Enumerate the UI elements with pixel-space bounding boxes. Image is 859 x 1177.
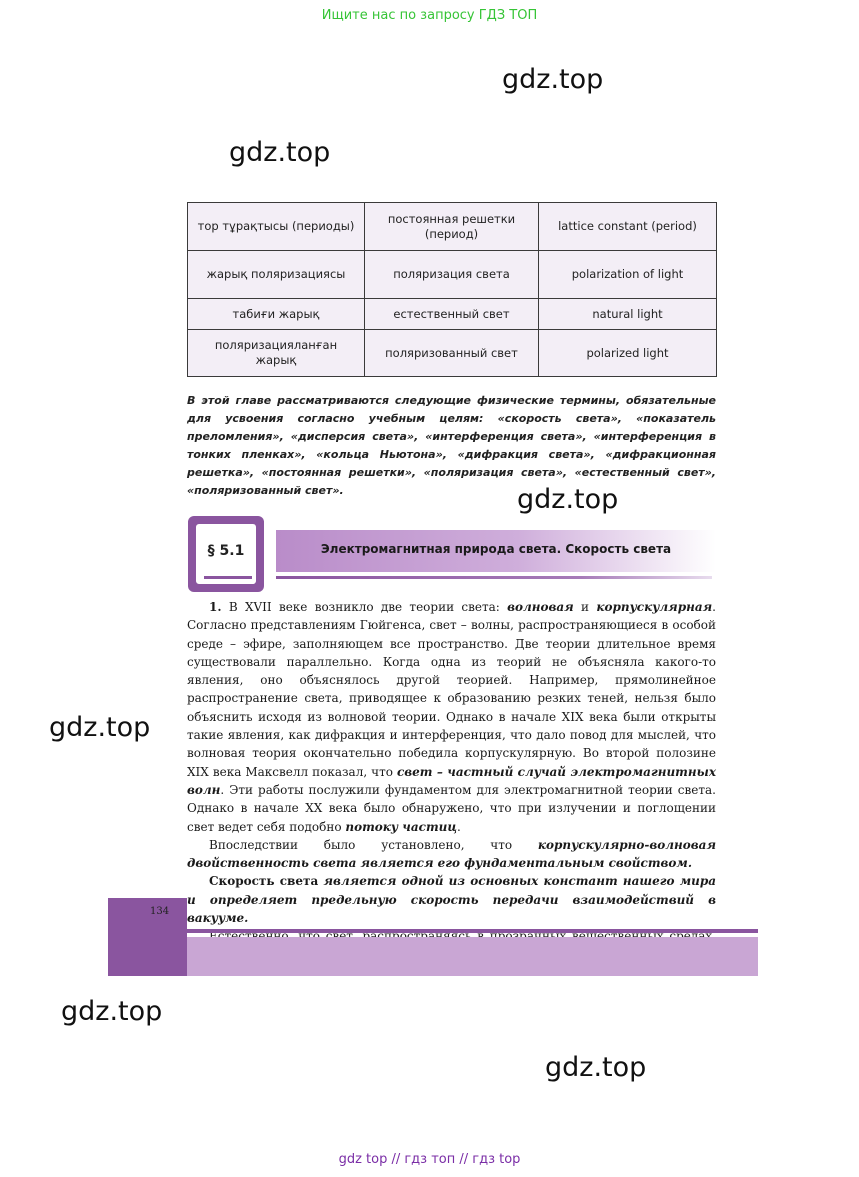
bottom-links[interactable]: gdz top // гдз топ // гдз top [338, 1152, 521, 1167]
text-run: и [573, 600, 597, 614]
watermark: gdz.top [49, 712, 151, 743]
term-corpuscular: корпускулярная [596, 600, 713, 614]
term-kazakh: табиғи жарық [188, 299, 365, 330]
table-row [188, 251, 717, 299]
emphasis: потоку частиц [345, 819, 458, 834]
footer-line [187, 929, 758, 933]
table-row [188, 203, 717, 251]
paragraph [187, 836, 716, 873]
terms-table [187, 202, 717, 377]
term-english: polarization of light [539, 251, 717, 299]
text-run: . Согласно представлениям Гюйгенса, свет – волны, распространяющиеся в особой среде – эфире, заполняющем все пространство. Две теории длительное время существовали параллельно. Когда одна из теорий не объясняла какого-то явления, оно объяснялось другой теорией. Например, прямолинейное распространение света, приводящее к образованию резких теней, нельзя было объяснить исходя из волновой теории. Однако в начале XIX века были открыты такие явления, как дифракция и интерференция, что дало повод для мыслей, что волновая теория окончательно победила корпускулярную. Во второй полозине XIX века Максвелл показал, что [187, 600, 716, 779]
term-wave: волновая [507, 600, 574, 614]
table-row [188, 299, 717, 330]
text-run: . [457, 819, 461, 834]
watermark: gdz.top [517, 484, 619, 515]
watermark: gdz.top [545, 1052, 647, 1083]
watermark: gdz.top [61, 996, 163, 1027]
section-badge-underline [204, 576, 252, 579]
term-english: lattice constant (period) [539, 203, 717, 251]
term-kazakh: тор тұрақтысы (периоды) [188, 203, 365, 251]
table-row [188, 330, 717, 377]
chapter-intro: В этой главе рассматриваются следующие физические термины, обязательные для усвоения согласно учебным целям: «скорость света», «показатель преломления», «дисперсия света», «интерференция света», «интерференция в тонких пленках», «кольца Ньютона», «дифракция света», «дифракционная решетка», «постоянная решетки», «поляризация света», «естественный свет», «поляризованный свет». [187, 394, 716, 497]
watermark: gdz.top [502, 64, 604, 95]
term-russian: естественный свет [365, 299, 539, 330]
term-russian: поляризованный свет [365, 330, 539, 377]
section-title: Электромагнитная природа света. Скорость света [320, 542, 672, 556]
text-run: Впоследствии было установлено, что [209, 837, 538, 852]
footer-block [108, 898, 187, 976]
emphasis: свет – частный случай электромагнитных волн [187, 764, 716, 797]
footer-band [187, 937, 758, 976]
term-speed-of-light: Скорость света [209, 874, 319, 889]
term-kazakh: жарық поляризациясы [188, 251, 365, 299]
watermark: gdz.top [229, 137, 331, 168]
emphasis: является одной из основных констант нашего мира и определяет предельную скорость передачи взаимодействий в вакууме. [187, 874, 717, 926]
page-number: 134 [150, 906, 170, 917]
text-run: В XVII веке возникло две теории света: [221, 600, 508, 614]
top-search-link[interactable]: Ищите нас по запросу ГДЗ ТОП [321, 8, 538, 23]
term-kazakh: поляризацияланған жарық [188, 330, 365, 377]
term-english: polarized light [539, 330, 717, 377]
body-text [187, 598, 716, 945]
section-divider [276, 576, 712, 579]
term-russian: поляризация света [365, 251, 539, 299]
term-english: natural light [539, 299, 717, 330]
paragraph [187, 598, 716, 836]
paragraph-number: 1. [209, 600, 222, 614]
section-number: § 5.1 [207, 543, 245, 559]
emphasis: корпускулярно-волновая двойственность света является его фундаментальным свойством. [187, 837, 716, 871]
text-run: . Эти работы послужили фундаментом для электромагнитной теории света. Однако в начале XX века было обнаружено, что при излучении и поглощении свет ведет себя подобно [187, 782, 716, 834]
term-russian: постоянная решетки (период) [365, 203, 539, 251]
paragraph [187, 872, 716, 927]
